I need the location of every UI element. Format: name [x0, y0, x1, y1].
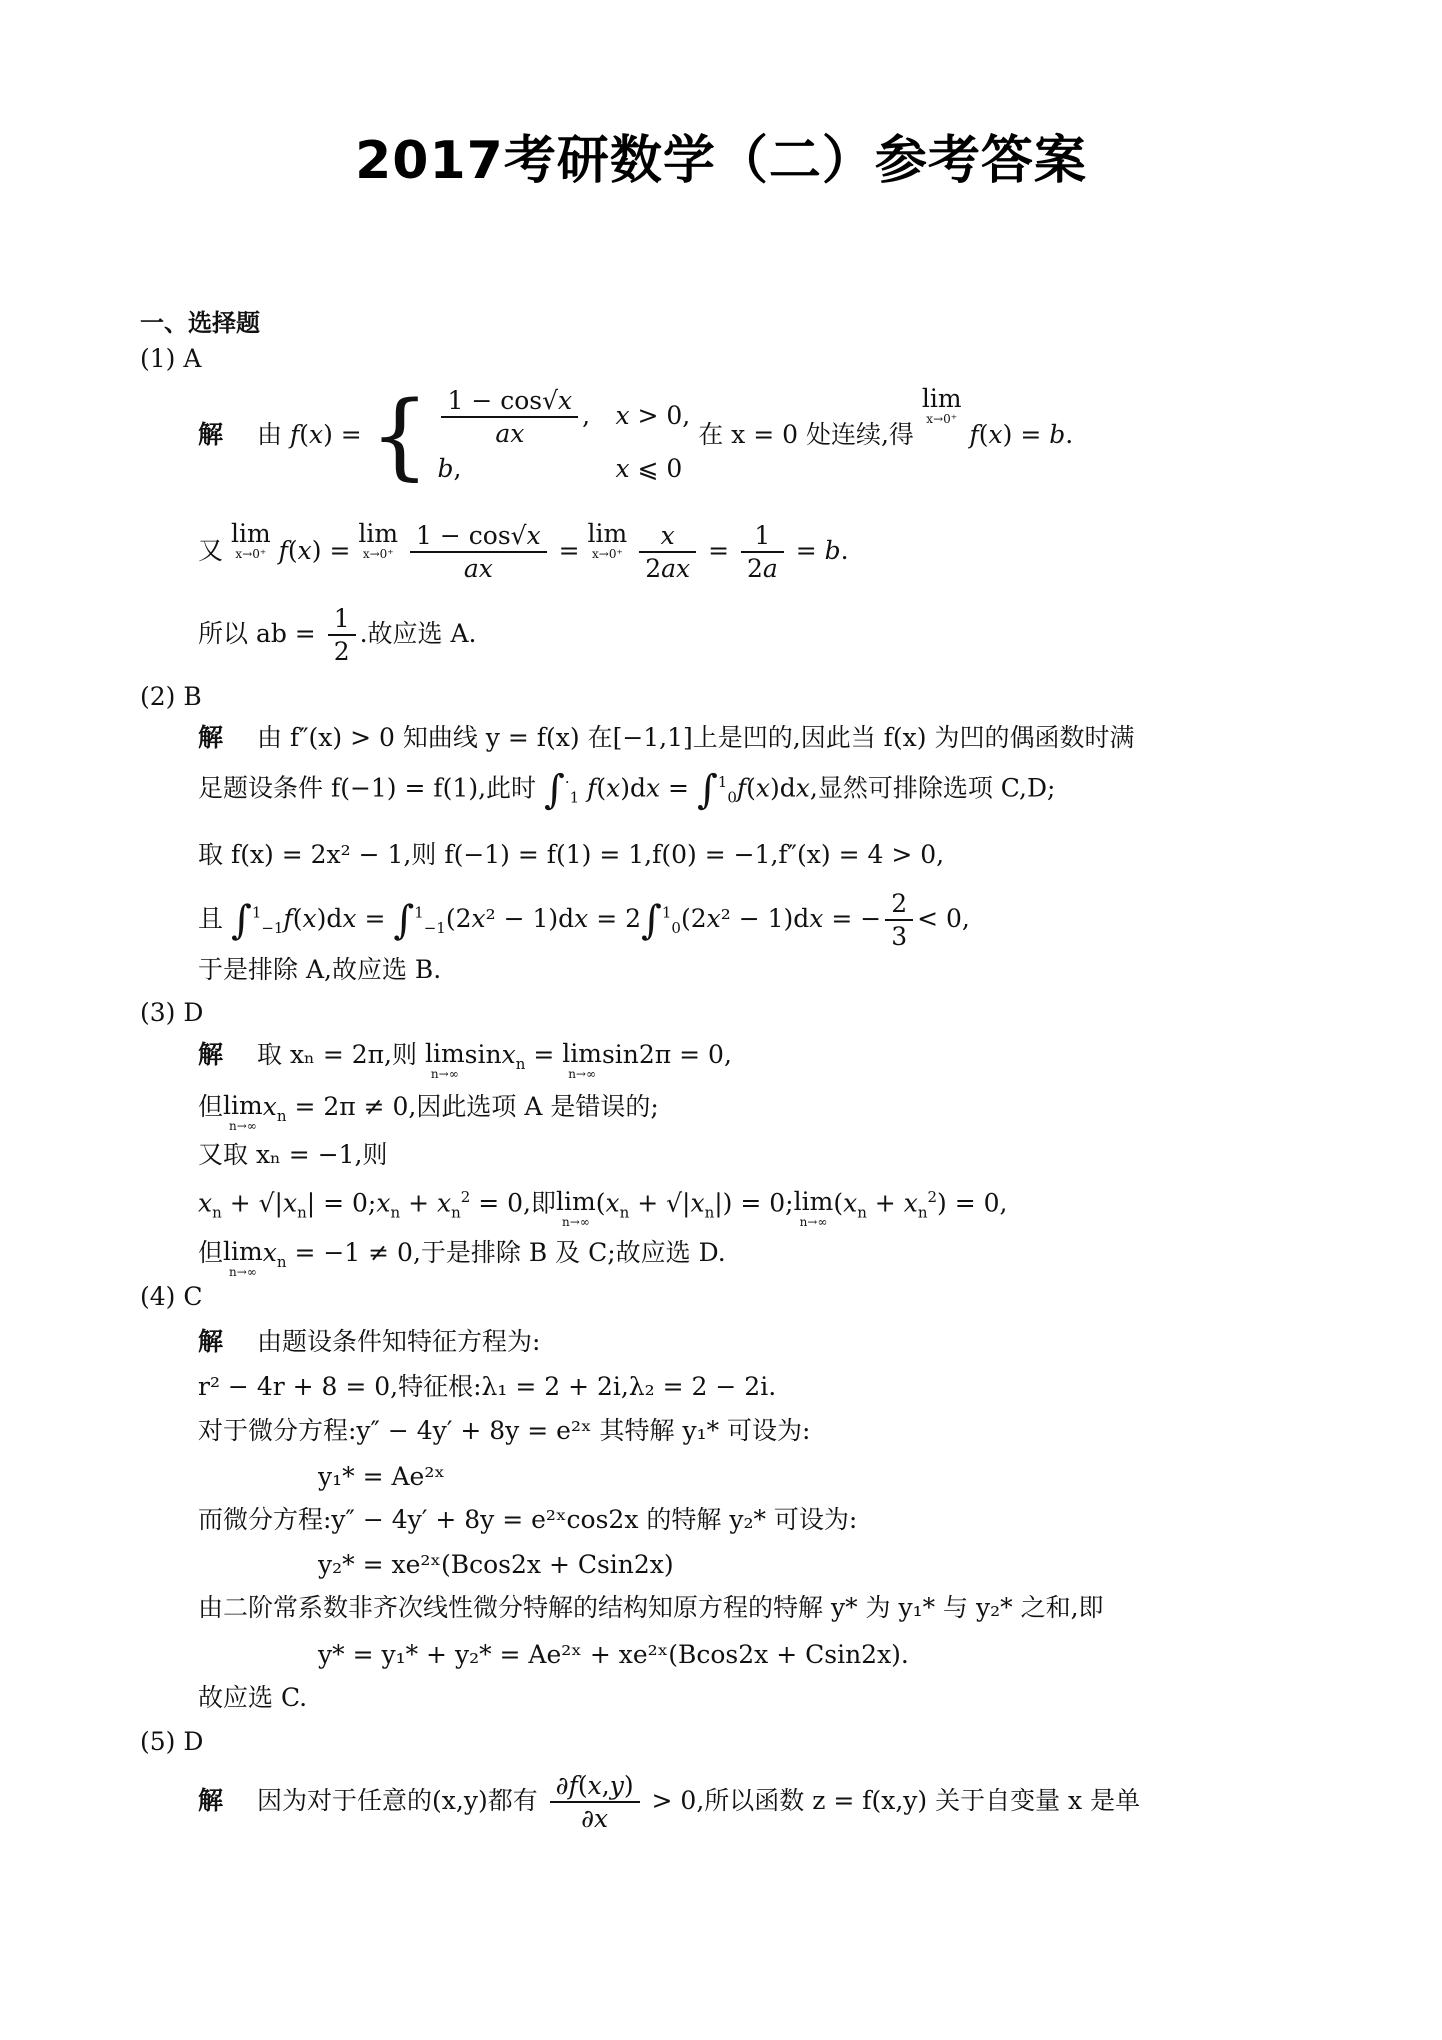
page-title: 2017考研数学（二）参考答案 — [355, 131, 1087, 191]
q4-solution-line8: y* = y₁* + y₂* = Ae²ˣ + xe²ˣ(Bcos2x + Csin2x). — [318, 1640, 909, 1669]
solution-marker: 解 — [198, 420, 224, 450]
q5-solution-line1: 解 因为对于任意的(x,y)都有 $\frac{\partial f(x,y)}{\partial x}$ > 0,所以函数 z = f(x,y) 关于自变量 x 是单 — [198, 1771, 1141, 1834]
q2-solution-line2: 足题设条件 f(−1) = f(1),此时 $\int^\cdot_1$ f(x)dx = ∫$^1_0$f(x)dx,显然可排除选项 C,D; — [198, 767, 1056, 813]
question-label: (4) C — [140, 1282, 203, 1311]
q2-solution-line5: 于是排除 A,故应选 B. — [198, 955, 442, 984]
q2-solution-line4: 且 ∫$^1_{-1}$f(x)dx = ∫$^1_{-1}$(2x² − 1)dx = 2∫$^1_0$(2x² − 1)dx = − $\frac{2}{3}$ < 0, — [198, 889, 970, 952]
q1-text: 在 x = 0 处连续,得 — [698, 420, 914, 450]
q4-solution-line4: y₁* = Ae²ˣ — [318, 1462, 445, 1491]
question-label: (1) A — [140, 344, 202, 373]
piecewise-function: $\frac{1 - \cos√x}{ax}$ , x > 0, b, x ⩽ 0 — [437, 386, 691, 483]
q2-solution-line1: 解 由 f″(x) > 0 知曲线 y = f(x) 在[−1,1]上是凹的,因此当 f(x) 为凹的偶函数时满 — [198, 723, 1135, 752]
q4-solution-line3: 对于微分方程:y″ − 4y′ + 8y = e²ˣ 其特解 y₁* 可设为: — [198, 1416, 811, 1445]
brace-symbol: { — [369, 381, 430, 491]
question-label: (5) D — [140, 1727, 204, 1756]
q3-solution-line1: 解 取 xₙ = 2π,则 lim n→∞ sinx$_n$ = lim n→∞ sin2π = 0, — [198, 1039, 732, 1081]
q2-solution-line3: 取 f(x) = 2x² − 1,则 f(−1) = f(1) = 1,f(0) = −1,f″(x) = 4 > 0, — [198, 840, 945, 869]
q4-solution-line2: r² − 4r + 8 = 0,特征根:λ₁ = 2 + 2i,λ₂ = 2 − 2i. — [198, 1372, 777, 1401]
section-title: 一、选择题 — [140, 309, 260, 337]
solution-marker: 解 — [198, 723, 224, 752]
question-label: (3) D — [140, 998, 204, 1027]
solution-marker: 解 — [198, 1785, 224, 1815]
q3-solution-line3: 又取 xₙ = −1,则 — [198, 1140, 388, 1169]
q4-solution-line1: 解 由题设条件知特征方程为: — [198, 1327, 541, 1356]
solution-marker: 解 — [198, 1327, 224, 1356]
solution-marker: 解 — [198, 1040, 224, 1069]
q3-solution-line4: $x_n + √|x_n|$ = $0;x_n + x_n^2 = 0$,即lim n→∞ $(x_n + √|x_n|)$ = 0;lim n→∞ $(x_n + x_n^2) = 0$, — [198, 1187, 1008, 1229]
q4-solution-line6: y₂* = xe²ˣ(Bcos2x + Csin2x) — [318, 1550, 674, 1579]
q3-solution-line5: 但lim n→∞ $x_n = -1 \ne 0$,于是排除 B 及 C;故应选 D. — [198, 1237, 726, 1279]
question-label: (2) B — [140, 682, 202, 711]
q1-solution-line1: 解 由 f(x) = { $\frac{1 - \cos√x}{ax}$ , x > 0, b, x ⩽ 0 在 x = 0 处连续,得 lim x→0⁺ f(x) = b. — [198, 381, 1074, 491]
q4-solution-line5: 而微分方程:y″ − 4y′ + 8y = e²ˣcos2x 的特解 y₂* 可设为: — [198, 1505, 858, 1534]
q1-solution-line3: 所以 ab = $\frac{1}{2}$ .故应选 A. — [198, 604, 477, 667]
q4-solution-line9: 故应选 C. — [198, 1683, 308, 1712]
q1-solution-line2: 又 lim x→0⁺ f(x) = lim x→0⁺ $\frac{1 - \cos√x}{ax}$ = lim x→0⁺ $\frac{x}{2ax}$ = $\frac{1}{2a}$ = b. — [198, 519, 849, 584]
q4-solution-line7: 由二阶常系数非齐次线性微分特解的结构知原方程的特解 y* 为 y₁* 与 y₂* 之和,即 — [198, 1593, 1104, 1622]
q3-solution-line2: 但lim n→∞ $x_n = 2\pi \ne 0$,因此选项 A 是错误的; — [198, 1091, 659, 1133]
